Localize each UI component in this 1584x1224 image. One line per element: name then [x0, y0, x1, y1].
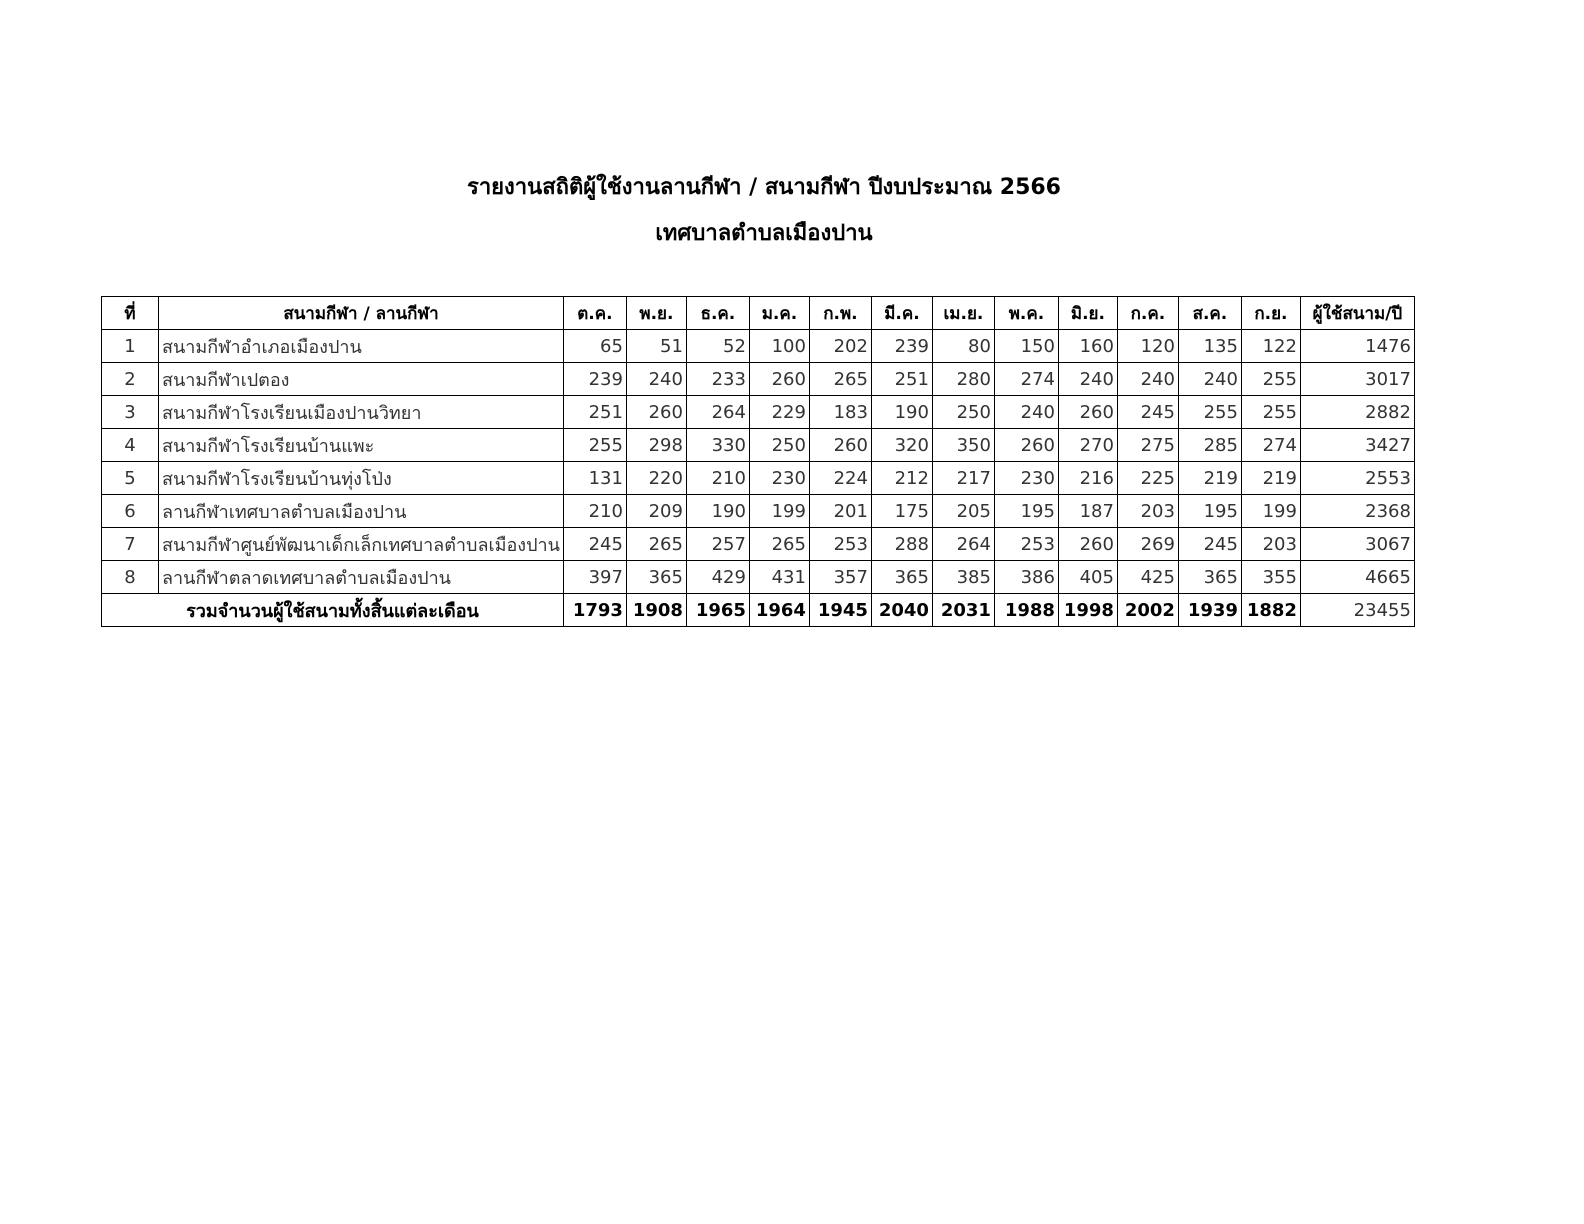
monthly-count: 255	[1178, 396, 1241, 429]
monthly-count: 255	[1241, 363, 1300, 396]
year-total: 2882	[1300, 396, 1414, 429]
monthly-count: 260	[626, 396, 686, 429]
row-number: 4	[102, 429, 159, 462]
monthly-count: 270	[1058, 429, 1117, 462]
monthly-count: 264	[932, 528, 994, 561]
table-row	[102, 462, 1415, 495]
year-total: 4665	[1300, 561, 1414, 594]
monthly-count: 195	[994, 495, 1058, 528]
monthly-total: 1998	[1058, 594, 1117, 627]
table-row	[102, 561, 1415, 594]
column-header: ก.พ.	[809, 297, 871, 330]
column-header: มิ.ย.	[1058, 297, 1117, 330]
monthly-count: 245	[1117, 396, 1178, 429]
total-label: รวมจำนวนผู้ใช้สนามทั้งสิ้นแต่ละเดือน	[102, 594, 564, 627]
monthly-count: 265	[626, 528, 686, 561]
monthly-count: 264	[686, 396, 749, 429]
monthly-count: 365	[871, 561, 932, 594]
venue-name: สนามกีฬาโรงเรียนบ้านแพะ	[159, 429, 564, 462]
monthly-count: 233	[686, 363, 749, 396]
year-total: 1476	[1300, 330, 1414, 363]
monthly-count: 260	[1058, 396, 1117, 429]
monthly-count: 265	[749, 528, 809, 561]
monthly-count: 230	[994, 462, 1058, 495]
row-number: 5	[102, 462, 159, 495]
row-number: 6	[102, 495, 159, 528]
table-header-row	[102, 297, 1415, 330]
column-header: ม.ค.	[749, 297, 809, 330]
column-header: ต.ค.	[563, 297, 626, 330]
monthly-total: 2031	[932, 594, 994, 627]
monthly-count: 240	[994, 396, 1058, 429]
monthly-count: 250	[749, 429, 809, 462]
monthly-count: 298	[626, 429, 686, 462]
monthly-count: 217	[932, 462, 994, 495]
monthly-count: 210	[563, 495, 626, 528]
monthly-count: 365	[626, 561, 686, 594]
monthly-total: 2002	[1117, 594, 1178, 627]
column-header: ส.ค.	[1178, 297, 1241, 330]
monthly-count: 255	[563, 429, 626, 462]
grand-total: 23455	[1300, 594, 1414, 627]
table-row	[102, 363, 1415, 396]
monthly-count: 122	[1241, 330, 1300, 363]
column-header: พ.ค.	[994, 297, 1058, 330]
monthly-count: 251	[871, 363, 932, 396]
monthly-total: 1988	[994, 594, 1058, 627]
year-total: 2368	[1300, 495, 1414, 528]
column-header: ผู้ใช้สนาม/ปี	[1300, 297, 1414, 330]
report-title: รายงานสถิติผู้ใช้งานลานกีฬา / สนามกีฬา ปีงบประมาณ 2566	[467, 175, 1061, 200]
monthly-total: 1945	[809, 594, 871, 627]
monthly-count: 425	[1117, 561, 1178, 594]
usage-statistics-table	[101, 296, 1415, 627]
monthly-count: 245	[563, 528, 626, 561]
row-number: 1	[102, 330, 159, 363]
monthly-count: 210	[686, 462, 749, 495]
venue-name: สนามกีฬาอำเภอเมืองปาน	[159, 330, 564, 363]
venue-name: สนามกีฬาศูนย์พัฒนาเด็กเล็กเทศบาลตำบลเมืองปาน	[159, 528, 564, 561]
column-header: ก.ค.	[1117, 297, 1178, 330]
monthly-count: 239	[871, 330, 932, 363]
monthly-count: 253	[994, 528, 1058, 561]
monthly-count: 431	[749, 561, 809, 594]
monthly-total: 1793	[563, 594, 626, 627]
monthly-count: 330	[686, 429, 749, 462]
monthly-count: 350	[932, 429, 994, 462]
monthly-count: 220	[626, 462, 686, 495]
monthly-count: 429	[686, 561, 749, 594]
venue-name: สนามกีฬาเปตอง	[159, 363, 564, 396]
monthly-count: 219	[1178, 462, 1241, 495]
monthly-count: 240	[626, 363, 686, 396]
monthly-count: 274	[994, 363, 1058, 396]
monthly-count: 240	[1058, 363, 1117, 396]
monthly-count: 240	[1117, 363, 1178, 396]
monthly-count: 183	[809, 396, 871, 429]
monthly-count: 275	[1117, 429, 1178, 462]
venue-name: ลานกีฬาตลาดเทศบาลตำบลเมืองปาน	[159, 561, 564, 594]
venue-name: สนามกีฬาโรงเรียนบ้านทุ่งโป่ง	[159, 462, 564, 495]
monthly-count: 80	[932, 330, 994, 363]
column-header: ที่	[102, 297, 159, 330]
monthly-count: 386	[994, 561, 1058, 594]
monthly-count: 239	[563, 363, 626, 396]
venue-name: ลานกีฬาเทศบาลตำบลเมืองปาน	[159, 495, 564, 528]
column-header: พ.ย.	[626, 297, 686, 330]
monthly-count: 224	[809, 462, 871, 495]
column-header: เม.ย.	[932, 297, 994, 330]
monthly-count: 190	[686, 495, 749, 528]
monthly-count: 229	[749, 396, 809, 429]
monthly-count: 190	[871, 396, 932, 429]
monthly-count: 253	[809, 528, 871, 561]
monthly-count: 280	[932, 363, 994, 396]
monthly-count: 160	[1058, 330, 1117, 363]
monthly-count: 225	[1117, 462, 1178, 495]
monthly-count: 355	[1241, 561, 1300, 594]
monthly-count: 100	[749, 330, 809, 363]
monthly-count: 260	[994, 429, 1058, 462]
monthly-count: 285	[1178, 429, 1241, 462]
total-row	[102, 594, 1415, 627]
table-row	[102, 429, 1415, 462]
monthly-total: 1908	[626, 594, 686, 627]
monthly-count: 209	[626, 495, 686, 528]
monthly-total: 1939	[1178, 594, 1241, 627]
monthly-count: 150	[994, 330, 1058, 363]
monthly-count: 251	[563, 396, 626, 429]
year-total: 3427	[1300, 429, 1414, 462]
monthly-count: 250	[932, 396, 994, 429]
row-number: 3	[102, 396, 159, 429]
row-number: 8	[102, 561, 159, 594]
monthly-count: 405	[1058, 561, 1117, 594]
monthly-count: 201	[809, 495, 871, 528]
monthly-count: 365	[1178, 561, 1241, 594]
monthly-count: 65	[563, 330, 626, 363]
table-row	[102, 396, 1415, 429]
monthly-count: 260	[749, 363, 809, 396]
monthly-count: 260	[809, 429, 871, 462]
table-row	[102, 495, 1415, 528]
table-row	[102, 528, 1415, 561]
monthly-total: 1882	[1241, 594, 1300, 627]
monthly-count: 203	[1241, 528, 1300, 561]
column-header: มี.ค.	[871, 297, 932, 330]
monthly-count: 120	[1117, 330, 1178, 363]
monthly-count: 202	[809, 330, 871, 363]
monthly-count: 219	[1241, 462, 1300, 495]
monthly-count: 216	[1058, 462, 1117, 495]
monthly-count: 203	[1117, 495, 1178, 528]
year-total: 2553	[1300, 462, 1414, 495]
monthly-count: 265	[809, 363, 871, 396]
report-subtitle: เทศบาลตำบลเมืองปาน	[655, 221, 873, 246]
venue-name: สนามกีฬาโรงเรียนเมืองปานวิทยา	[159, 396, 564, 429]
monthly-count: 240	[1178, 363, 1241, 396]
monthly-count: 274	[1241, 429, 1300, 462]
monthly-count: 245	[1178, 528, 1241, 561]
monthly-count: 257	[686, 528, 749, 561]
monthly-count: 255	[1241, 396, 1300, 429]
monthly-count: 205	[932, 495, 994, 528]
column-header: สนามกีฬา / ลานกีฬา	[159, 297, 564, 330]
table-row	[102, 330, 1415, 363]
monthly-count: 288	[871, 528, 932, 561]
monthly-count: 135	[1178, 330, 1241, 363]
monthly-count: 51	[626, 330, 686, 363]
column-header: ก.ย.	[1241, 297, 1300, 330]
monthly-total: 2040	[871, 594, 932, 627]
year-total: 3067	[1300, 528, 1414, 561]
monthly-total: 1964	[749, 594, 809, 627]
monthly-count: 175	[871, 495, 932, 528]
monthly-count: 385	[932, 561, 994, 594]
monthly-count: 320	[871, 429, 932, 462]
monthly-total: 1965	[686, 594, 749, 627]
monthly-count: 212	[871, 462, 932, 495]
monthly-count: 397	[563, 561, 626, 594]
column-header: ธ.ค.	[686, 297, 749, 330]
monthly-count: 269	[1117, 528, 1178, 561]
monthly-count: 187	[1058, 495, 1117, 528]
monthly-count: 195	[1178, 495, 1241, 528]
year-total: 3017	[1300, 363, 1414, 396]
monthly-count: 199	[749, 495, 809, 528]
monthly-count: 52	[686, 330, 749, 363]
row-number: 7	[102, 528, 159, 561]
monthly-count: 260	[1058, 528, 1117, 561]
monthly-count: 199	[1241, 495, 1300, 528]
row-number: 2	[102, 363, 159, 396]
monthly-count: 357	[809, 561, 871, 594]
monthly-count: 131	[563, 462, 626, 495]
monthly-count: 230	[749, 462, 809, 495]
